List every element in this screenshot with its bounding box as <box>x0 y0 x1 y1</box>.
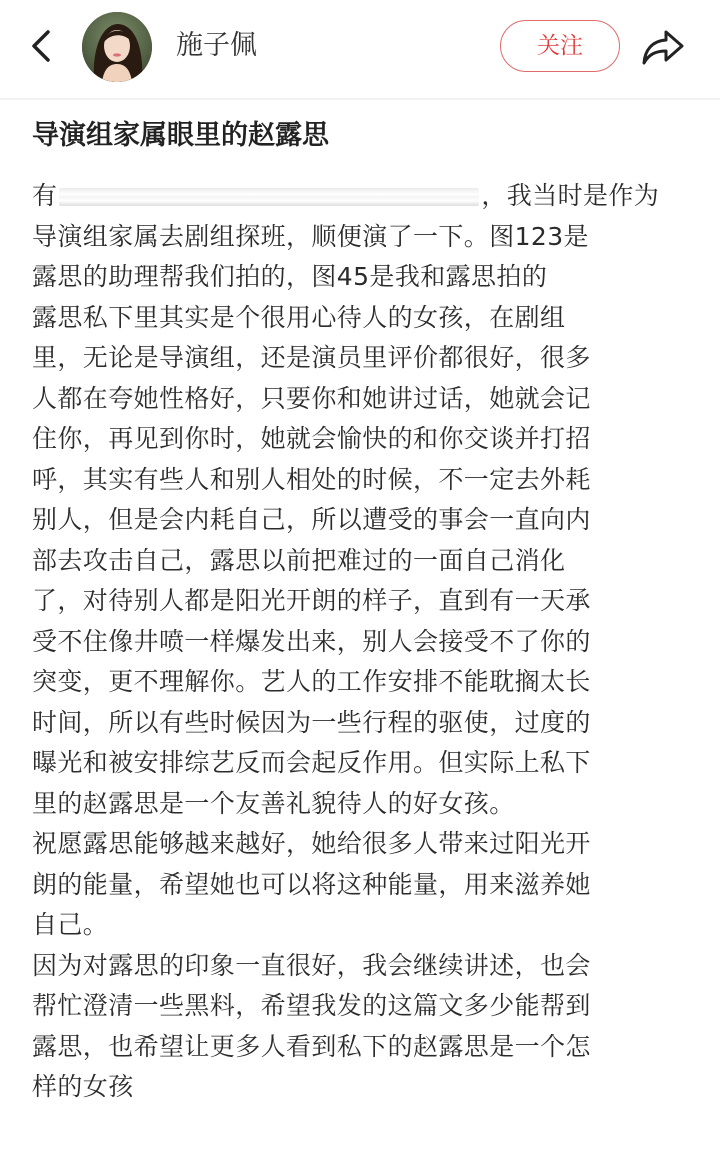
body-line-1-start: 有 <box>32 181 58 210</box>
body-line: 住你，再见到你时，她就会愉快的和你交谈并打招 <box>32 424 591 453</box>
back-button[interactable] <box>24 26 60 66</box>
body-line: 突变，更不理解你。艺人的工作安排不能耽搁太长 <box>32 667 591 696</box>
body-line: 时间，所以有些时候因为一些行程的驱使，过度的 <box>32 707 591 737</box>
body-line: 人都在夸她性格好，只要你和她讲过话，她就会记 <box>32 383 591 413</box>
follow-button[interactable]: 关注 <box>500 20 620 72</box>
body-line: 朗的能量，希望她也可以将这种能量，用来滋养她 <box>32 869 591 899</box>
body-line-1 <box>32 176 692 217</box>
header-divider <box>0 98 720 100</box>
body-line: 里的赵露思是一个友善礼貌待人的好女孩。 <box>32 788 515 818</box>
body-line: 部去攻击自己，露思以前把难过的一面自己消化 <box>32 545 566 575</box>
body-line-1-end: ，我当时是作为 <box>481 181 660 210</box>
body-line: 导演组家属去剧组探班，顺便演了一下。图123是 <box>32 221 589 251</box>
body-line: 帮忙澄清一些黑料，希望我发的这篇文多少能帮到 <box>32 991 591 1020</box>
redacted-text <box>59 188 479 206</box>
body-line: 露思的助理帮我们拍的，图45是我和露思拍的 <box>32 262 548 291</box>
body-line: 因为对露思的印象一直很好，我会继续讲述，也会 <box>32 950 591 980</box>
body-line: 了，对待别人都是阳光开朗的样子，直到有一天承 <box>32 586 591 615</box>
author-name[interactable]: 施子佩 <box>176 30 257 61</box>
body-line: 露思，也希望让更多人看到私下的赵露思是一个怎 <box>32 1031 591 1061</box>
body-line: 别人，但是会内耗自己，所以遭受的事会一直向内 <box>32 505 591 534</box>
post-title: 导演组家属眼里的赵露思 <box>32 120 329 151</box>
top-bar <box>0 0 720 96</box>
body-line: 受不住像井喷一样爆发出来，别人会接受不了你的 <box>32 626 591 656</box>
chevron-left-icon <box>24 26 60 66</box>
post-body <box>32 176 692 1108</box>
body-line: 自己。 <box>32 910 109 939</box>
body-line: 曝光和被安排综艺反而会起反作用。但实际上私下 <box>32 748 591 777</box>
avatar[interactable] <box>82 12 152 82</box>
body-line: 露思私下里其实是个很用心待人的女孩，在剧组 <box>32 302 566 332</box>
share-arrow-icon <box>640 26 686 68</box>
body-line: 祝愿露思能够越来越好，她给很多人带来过阳光开 <box>32 829 591 858</box>
body-line: 呼，其实有些人和别人相处的时候，不一定去外耗 <box>32 464 591 494</box>
body-line: 样的女孩 <box>32 1072 134 1101</box>
share-button[interactable] <box>640 26 686 68</box>
body-line: 里，无论是导演组，还是演员里评价都很好，很多 <box>32 343 591 372</box>
avatar-portrait-icon <box>82 12 152 82</box>
